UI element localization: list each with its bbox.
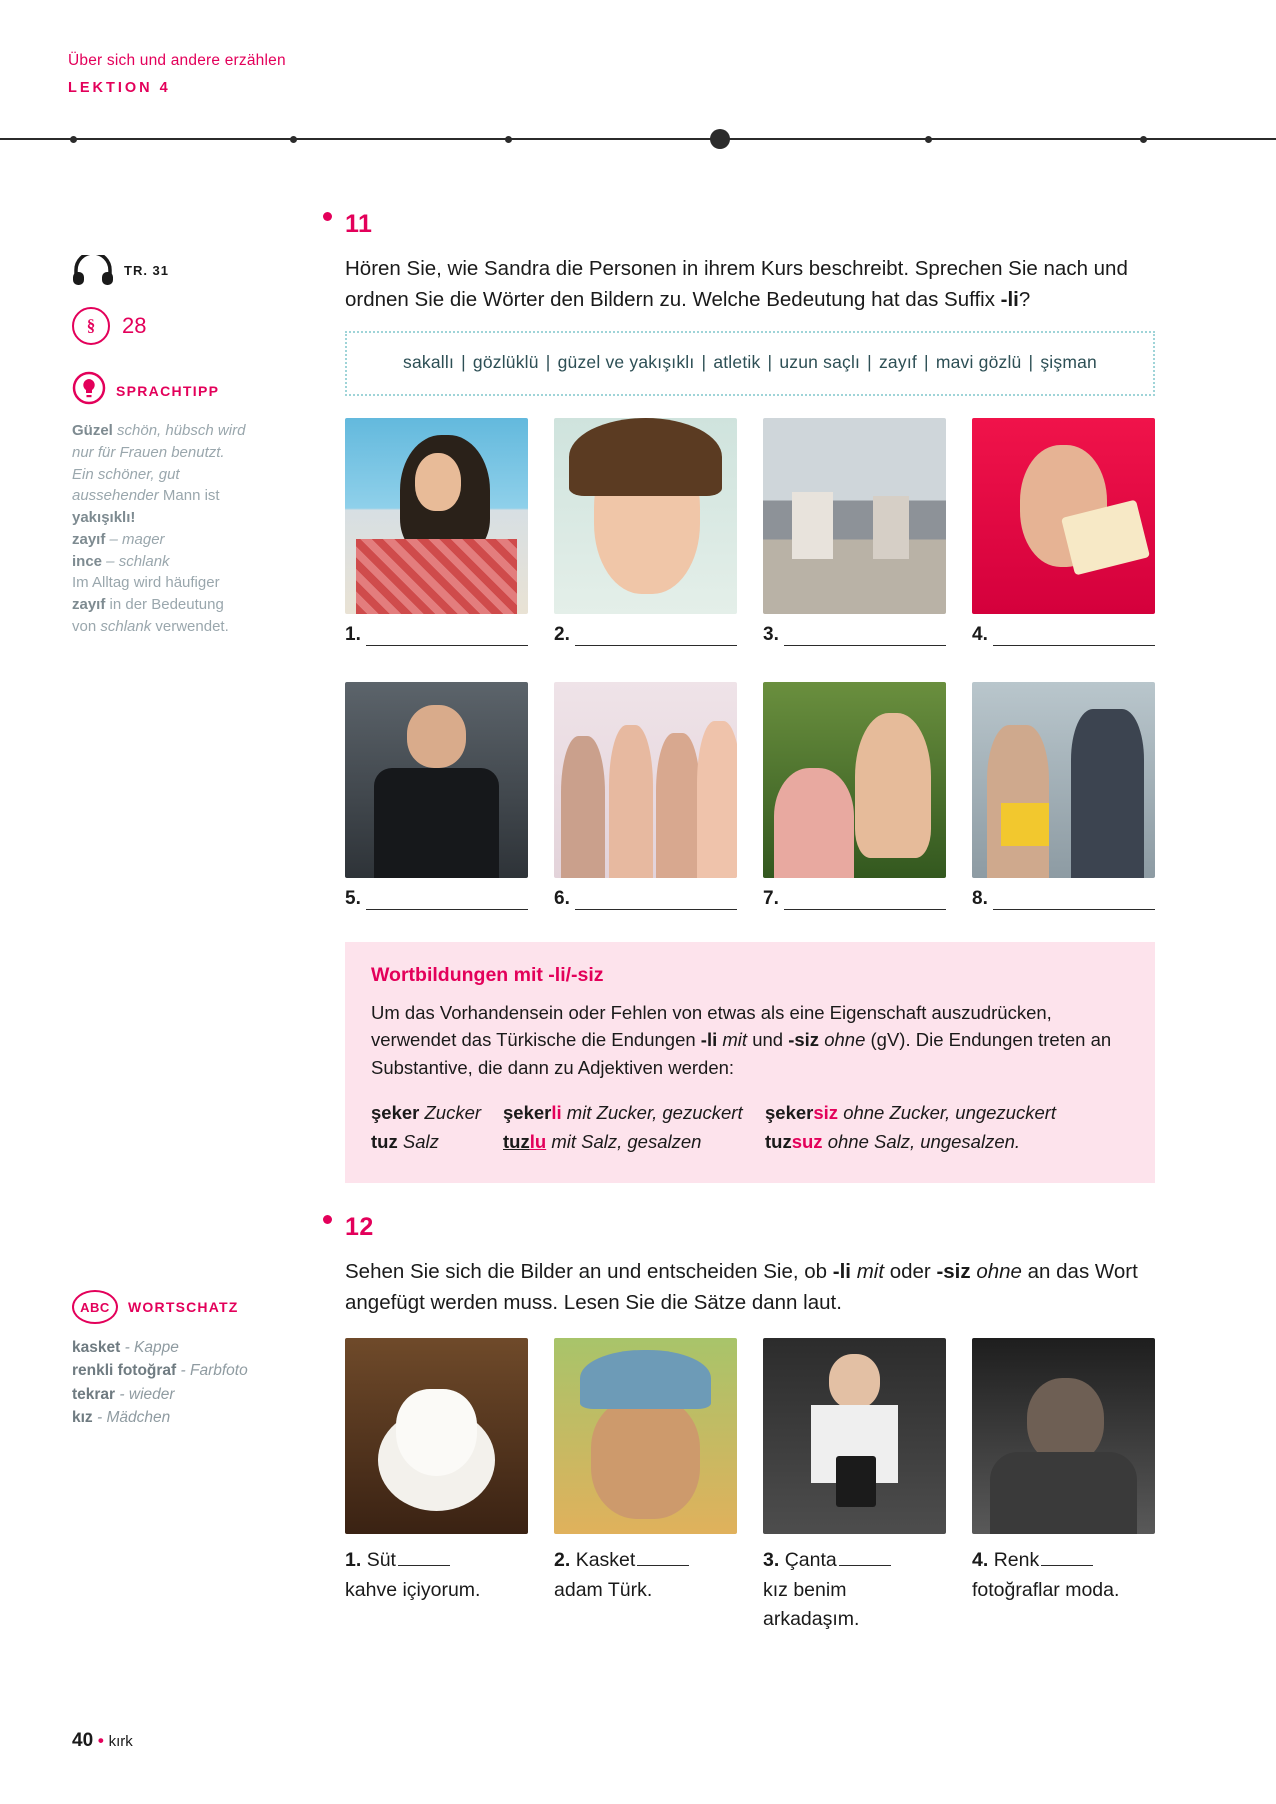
- suffix-li-stem: tuz: [503, 1131, 530, 1153]
- suffix-row: [371, 1098, 1129, 1128]
- wortschatz-term: renkli fotoğraf: [72, 1362, 177, 1380]
- exercise-12-instruction: [345, 1256, 1155, 1318]
- suffix-blank[interactable]: [398, 1551, 450, 1566]
- wortschatz-gloss: - Kappe: [124, 1339, 179, 1356]
- sentence-before: Kasket: [575, 1549, 636, 1572]
- answer-number: 5.: [345, 887, 361, 909]
- sentence-number: 2.: [554, 1549, 571, 1572]
- answer-line: [345, 624, 528, 646]
- rule-tick: [925, 136, 932, 143]
- suffix-li-stem: şeker: [503, 1101, 552, 1123]
- photo-woman-with-bag: [763, 1338, 946, 1534]
- exercise-12-number: 12: [345, 1213, 374, 1241]
- sprachtipp-zayif: zayıf: [72, 530, 106, 548]
- answer-blank[interactable]: [366, 630, 528, 646]
- infobox-body-1: Um das Vorhandensein oder Fehlen von etwas als eine Eigenschaft auszudrücken, verwendet das Türkische die Endungen: [371, 1001, 1052, 1051]
- infobox-title: Wortbildungen mit -li/-siz: [371, 963, 604, 986]
- sprachtipp-tail1: Im Alltag wird häufiger: [72, 574, 220, 592]
- rule-tick: [70, 136, 77, 143]
- photo-cell: [972, 682, 1155, 924]
- answer-blank[interactable]: [366, 894, 528, 910]
- footer-dot: •: [97, 1731, 104, 1750]
- word-bank-item[interactable]: uzun saçlı: [779, 352, 861, 373]
- instruction-siz-gloss: ohne: [970, 1260, 1022, 1283]
- sentence-after: adam Türk.: [554, 1578, 653, 1601]
- instruction-part-1: Hören Sie, wie Sandra die Personen in ihrem Kurs beschreibt. Sprechen Sie nach und ordnen Sie die Wörter den Bildern zu. Welche Bedeutung hat das Suffix: [345, 257, 1128, 312]
- photo-cell: [763, 418, 946, 660]
- header-lektion: LEKTION 4: [68, 80, 171, 96]
- sentence-item: [972, 1546, 1155, 1605]
- answer-blank[interactable]: [784, 630, 946, 646]
- answer-number: 6.: [554, 887, 570, 909]
- wortschatz-gloss: - Farbfoto: [180, 1362, 248, 1380]
- sprachtipp-word2: yakışıklı!: [72, 509, 136, 526]
- sentence-item: [345, 1546, 528, 1605]
- suffix-siz-stem: tuz: [765, 1131, 792, 1153]
- grammar-infobox: [345, 942, 1155, 1183]
- abc-icon: ABC: [72, 1290, 118, 1324]
- rule-tick-active: [710, 129, 730, 149]
- suffix-li-gloss: mit Salz, gesalzen: [551, 1131, 702, 1153]
- word-bank-item[interactable]: sakallı: [403, 352, 455, 373]
- wortschatz-title: WORTSCHATZ: [128, 1299, 239, 1315]
- word-bank-item[interactable]: mavi gözlü: [935, 352, 1022, 373]
- suffix-blank[interactable]: [637, 1551, 689, 1566]
- answer-number: 3.: [763, 623, 779, 645]
- rule-tick: [290, 136, 297, 143]
- wortschatz-term: tekrar: [72, 1385, 116, 1403]
- instruction-li: -li: [832, 1260, 851, 1283]
- photo-cell: [972, 418, 1155, 660]
- suffix-siz-cell: [765, 1127, 1129, 1157]
- photo-grid-row-1: [345, 418, 1155, 660]
- photo-group-of-girls: [554, 682, 737, 878]
- instruction-suffix: -li: [1000, 288, 1019, 312]
- answer-number: 4.: [972, 623, 988, 645]
- photo-students-talking: [972, 682, 1155, 878]
- photo-athlete-black-and-white: [972, 1338, 1155, 1534]
- answer-blank[interactable]: [575, 894, 737, 910]
- exercise-marker-dot: [323, 1215, 332, 1224]
- suffix-row: [371, 1127, 1129, 1157]
- photo-cell: [763, 682, 946, 924]
- sprachtipp-title: SPRACHTIPP: [116, 382, 220, 399]
- instruction-part-2: an das Wort angefügt werden muss. Lesen Sie die Sätze dann laut.: [345, 1260, 1138, 1315]
- sprachtipp-tail2: in der Bedeutung von: [72, 596, 224, 635]
- suffix-siz-ending: siz: [813, 1101, 839, 1123]
- infobox-siz-gloss: ohne: [819, 1029, 866, 1051]
- page-number-word: kırk: [108, 1733, 133, 1750]
- answer-line: [972, 624, 1155, 646]
- photo-cell: [554, 1338, 737, 1634]
- wortschatz-gloss: - wieder: [119, 1385, 175, 1403]
- sprachtipp-word: Güzel: [72, 422, 113, 439]
- suffix-base-word: şeker: [371, 1101, 420, 1123]
- suffix-blank[interactable]: [839, 1551, 891, 1566]
- infobox-li: -li: [700, 1029, 718, 1051]
- page-header: [68, 52, 668, 96]
- suffix-siz-gloss: ohne Salz, ungesalzen.: [827, 1131, 1021, 1153]
- margin-column: [72, 255, 267, 638]
- sprachtipp-text: [72, 420, 250, 638]
- suffix-examples-table: [371, 1098, 1129, 1157]
- exercise-12: [345, 1213, 1155, 1634]
- grammar-reference-number: 28: [122, 313, 147, 338]
- word-bank-item[interactable]: şişman: [1040, 352, 1097, 373]
- answer-number: 1.: [345, 623, 361, 645]
- sprachtipp-tail-bold: zayıf: [72, 596, 106, 613]
- suffix-li-ending: li: [551, 1101, 562, 1123]
- photo-cell: [345, 418, 528, 660]
- suffix-base-cell: [371, 1127, 503, 1157]
- lightbulb-icon: [72, 371, 106, 410]
- sprachtipp-tail-ital: schlank: [100, 617, 152, 635]
- main-content: [345, 210, 1155, 1634]
- sentence-number: 3.: [763, 1549, 780, 1572]
- page-number: 40: [72, 1730, 94, 1751]
- sprachtipp-tail3: verwendet.: [151, 617, 229, 635]
- infobox-siz: -siz: [788, 1029, 820, 1051]
- photo-man-crossed-arms: [345, 682, 528, 878]
- sentence-after: fotoğraflar moda.: [972, 1578, 1120, 1601]
- wortschatz-header: [72, 1290, 272, 1324]
- answer-line: [763, 624, 946, 646]
- suffix-li-ending: lu: [529, 1131, 547, 1153]
- suffix-base-gloss: Salz: [402, 1131, 439, 1153]
- answer-line: [554, 888, 737, 910]
- sprachtipp-zayif-gloss: – mager: [105, 530, 165, 548]
- suffix-siz-gloss: ohne Zucker, ungezuckert: [843, 1101, 1057, 1123]
- paragraph-icon: §: [72, 307, 110, 345]
- suffix-siz-stem: şeker: [765, 1101, 814, 1123]
- answer-blank[interactable]: [784, 894, 946, 910]
- answer-blank[interactable]: [993, 894, 1155, 910]
- sentence-after: kahve içiyorum.: [345, 1578, 481, 1601]
- sprachtipp-gloss2: schöner, gut aussehender: [72, 465, 180, 505]
- sprachtipp-gloss: schön, hübsch wird nur für Frauen benutzt. Ein: [72, 422, 246, 483]
- answer-line: [554, 624, 737, 646]
- wortschatz-block: [72, 1290, 272, 1429]
- exercise-12-heading: [345, 1213, 1155, 1242]
- answer-number: 8.: [972, 887, 988, 909]
- photo-woman-smiling: [554, 418, 737, 614]
- answer-blank[interactable]: [575, 630, 737, 646]
- word-bank-item[interactable]: atletik: [713, 352, 761, 373]
- suffix-base-word: tuz: [371, 1131, 398, 1153]
- wortschatz-term: kız: [72, 1408, 93, 1426]
- photo-cell: [554, 682, 737, 924]
- suffix-base-cell: [371, 1098, 503, 1128]
- photo-grid-row-2: [345, 682, 1155, 924]
- photo-coffee-cup: [345, 1338, 528, 1534]
- header-subtitle: Über sich und andere erzählen: [68, 52, 286, 69]
- instruction-part-1: Sehen Sie sich die Bilder an und entscheiden Sie, ob: [345, 1260, 833, 1283]
- instruction-part-2: ?: [1018, 288, 1031, 312]
- photo-two-women-cafe: [763, 418, 946, 614]
- instruction-li-gloss: mit: [851, 1260, 885, 1283]
- photo-cell: [345, 682, 528, 924]
- grammar-reference-row[interactable]: [72, 307, 267, 345]
- wortschatz-list: [72, 1336, 272, 1429]
- infobox-body: [371, 999, 1129, 1082]
- suffix-siz-cell: [765, 1098, 1129, 1128]
- photo-cell: [972, 1338, 1155, 1634]
- sentence-before: Çanta: [784, 1549, 837, 1572]
- answer-number: 7.: [763, 887, 779, 909]
- sprachtipp-plain: Mann ist: [158, 487, 220, 505]
- sentence-before: Süt: [366, 1549, 396, 1572]
- suffix-li-gloss: mit Zucker, gezuckert: [566, 1101, 743, 1123]
- suffix-base-gloss: Zucker: [424, 1101, 482, 1123]
- wortschatz-gloss: - Mädchen: [97, 1408, 171, 1426]
- header-rule: [0, 138, 1276, 140]
- exercise-11-instruction: [345, 253, 1155, 315]
- photo-woman-glasses-plaid: [345, 418, 528, 614]
- audio-track-row: [72, 255, 267, 285]
- sprachtipp-ince: ince: [72, 552, 103, 570]
- headphones-icon: [72, 255, 114, 285]
- exercise-marker-dot: [323, 212, 332, 221]
- sentence-number: 4.: [972, 1549, 989, 1572]
- photo-cell: [345, 1338, 528, 1634]
- sentence-before: Renk: [993, 1549, 1040, 1572]
- infobox-body-3: und: [747, 1029, 789, 1051]
- sentence-item: [763, 1546, 946, 1634]
- infobox-body-5: (gV). Die Endungen treten an Substantive, die dann zu Adjektiven werden:: [371, 1029, 1112, 1079]
- rule-tick: [1140, 136, 1147, 143]
- photo-couple-outdoors: [763, 682, 946, 878]
- answer-blank[interactable]: [993, 630, 1155, 646]
- audio-track-label: TR. 31: [124, 262, 170, 278]
- sprachtipp-header: [72, 371, 267, 410]
- photo-man-with-cards: [972, 418, 1155, 614]
- page-footer: [72, 1730, 133, 1752]
- word-bank-item[interactable]: zayıf: [878, 352, 917, 373]
- instruction-mid: oder: [884, 1260, 937, 1283]
- photo-grid-exercise-12: [345, 1338, 1155, 1634]
- word-bank-item[interactable]: güzel ve yakışıklı: [557, 352, 695, 373]
- answer-line: [345, 888, 528, 910]
- suffix-li-cell: [503, 1098, 765, 1128]
- sentence-after: kız benim arkadaşım.: [763, 1578, 860, 1630]
- photo-man-with-cap: [554, 1338, 737, 1534]
- answer-line: [763, 888, 946, 910]
- wortschatz-term: kasket: [72, 1339, 121, 1356]
- word-bank-item[interactable]: gözlüklü: [472, 352, 539, 373]
- infobox-li-gloss: mit: [717, 1029, 748, 1051]
- answer-line: [972, 888, 1155, 910]
- sentence-number: 1.: [345, 1549, 362, 1572]
- photo-cell: [554, 418, 737, 660]
- suffix-blank[interactable]: [1041, 1551, 1093, 1566]
- instruction-siz: -siz: [936, 1260, 971, 1283]
- suffix-siz-ending: suz: [791, 1131, 823, 1153]
- photo-cell: [763, 1338, 946, 1634]
- sprachtipp-ince-gloss: – schlank: [102, 552, 170, 570]
- answer-number: 2.: [554, 623, 570, 645]
- sentence-item: [554, 1546, 737, 1605]
- exercise-11-heading: [345, 210, 1155, 239]
- word-bank: sakallı | gözlüklü | güzel ve yakışıklı | atletik | uzun saçlı | zayıf | mavi gözlü | şişman: [345, 331, 1155, 395]
- suffix-li-cell: [503, 1127, 765, 1157]
- rule-tick: [505, 136, 512, 143]
- exercise-11-number: 11: [345, 210, 373, 238]
